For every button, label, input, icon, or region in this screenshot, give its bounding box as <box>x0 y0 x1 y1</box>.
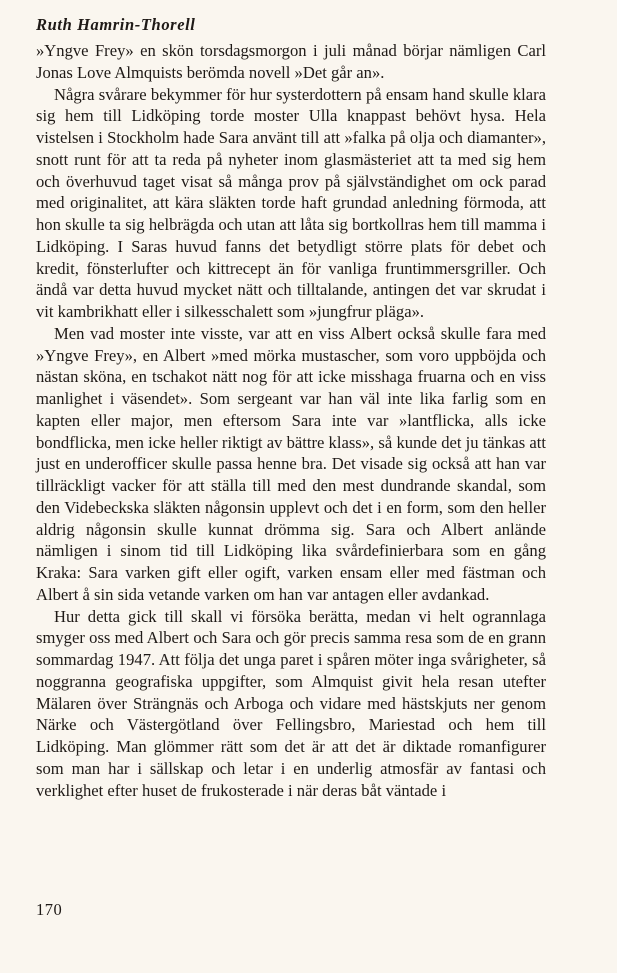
running-head: Ruth Hamrin-Thorell <box>36 15 196 34</box>
paragraph: Men vad moster inte visste, var att en viss Albert också skulle fara med »Yngve Frey», en Albert »med mörka mustascher, som voro uppböjda och nästan sköna, en tschakot nätt nog för att icke misshaga fruarna och en viss manlighet i väsendet». Som sergeant var han väl inte lika farlig som en kapten eller major, men eftersom Sara inte var »lantflicka, alls icke bondflicka, men icke heller riktigt av bättre klass», så kunde det ju tänkas att just en underofficer skulle passa henne bra. Det visade sig också att han var tillräckligt vacker för att ställa till med den mest dundrande skandal, som den Videbeckska släkten någonsin upplevt och det i en form, som den heller aldrig någonsin skulle kunnat drömma sig. Sara och Albert anlände nämligen i sinom tid till Lidköping lika svårdefinierbara som en gång Kraka: Sara varken gift eller ogift, varken ensam eller med fästman och Albert å sin sida vetande varken om han var antagen eller avdankad. <box>36 323 546 604</box>
paragraph: »Yngve Frey» en skön torsdagsmorgon i juli månad börjar nämligen Carl Jonas Love Almquists berömda novell »Det går an». <box>36 41 546 82</box>
page-number: 170 <box>36 900 63 919</box>
paragraph: Några svårare bekymmer för hur systerdottern på ensam hand skulle klara sig hem till Lidköping torde moster Ulla knappast behövt hysa. Hela vistelsen i Stockholm hade Sara använt till att »falka på olja och diamanter», snott runt för att ta reda på nyheter inom glasmästeriet att ta med sig hem och överhuvud taget visat så många prov på självständighet om ock parad med originalitet, att kära släkten torde haft grundad anledning förmoda, att hon skulle ta sig helbrägda och utan att låta sig bortkollras hem till mamma i Lidköping. I Saras huvud fanns det betydligt större plats för debet och kredit, fönsterlufter och kittrecept än för vanliga fruntimmersgriller. Och ändå var detta huvud mycket nätt och tilltalande, antingen det var skrudat i vit kambrikhatt eller i silkesschalett som »jungfrur pläga». <box>36 84 546 321</box>
book-page <box>36 14 546 919</box>
paragraph: Hur detta gick till skall vi försöka berätta, medan vi helt ogrannlaga smyger oss med Albert och Sara och gör precis samma resa som de en grann sommardag 1947. Att följa det unga paret i spåren möter inga svårigheter, så noggranna geografiska uppgifter, som Almquist givit hela resan utefter Mälaren över Strängnäs och Arboga och vidare med hästskjuts ner genom Närke och Västergötland över Fellingsbro, Mariestad och hem till Lidköping. Man glömmer rätt som det är att det är diktade romanfigurer som man har i sällskap och letar i en underlig atmosfär av fantasi och verklighet efter huset de frukosterade i när deras båt väntade i <box>36 606 546 800</box>
body-text <box>36 40 546 801</box>
